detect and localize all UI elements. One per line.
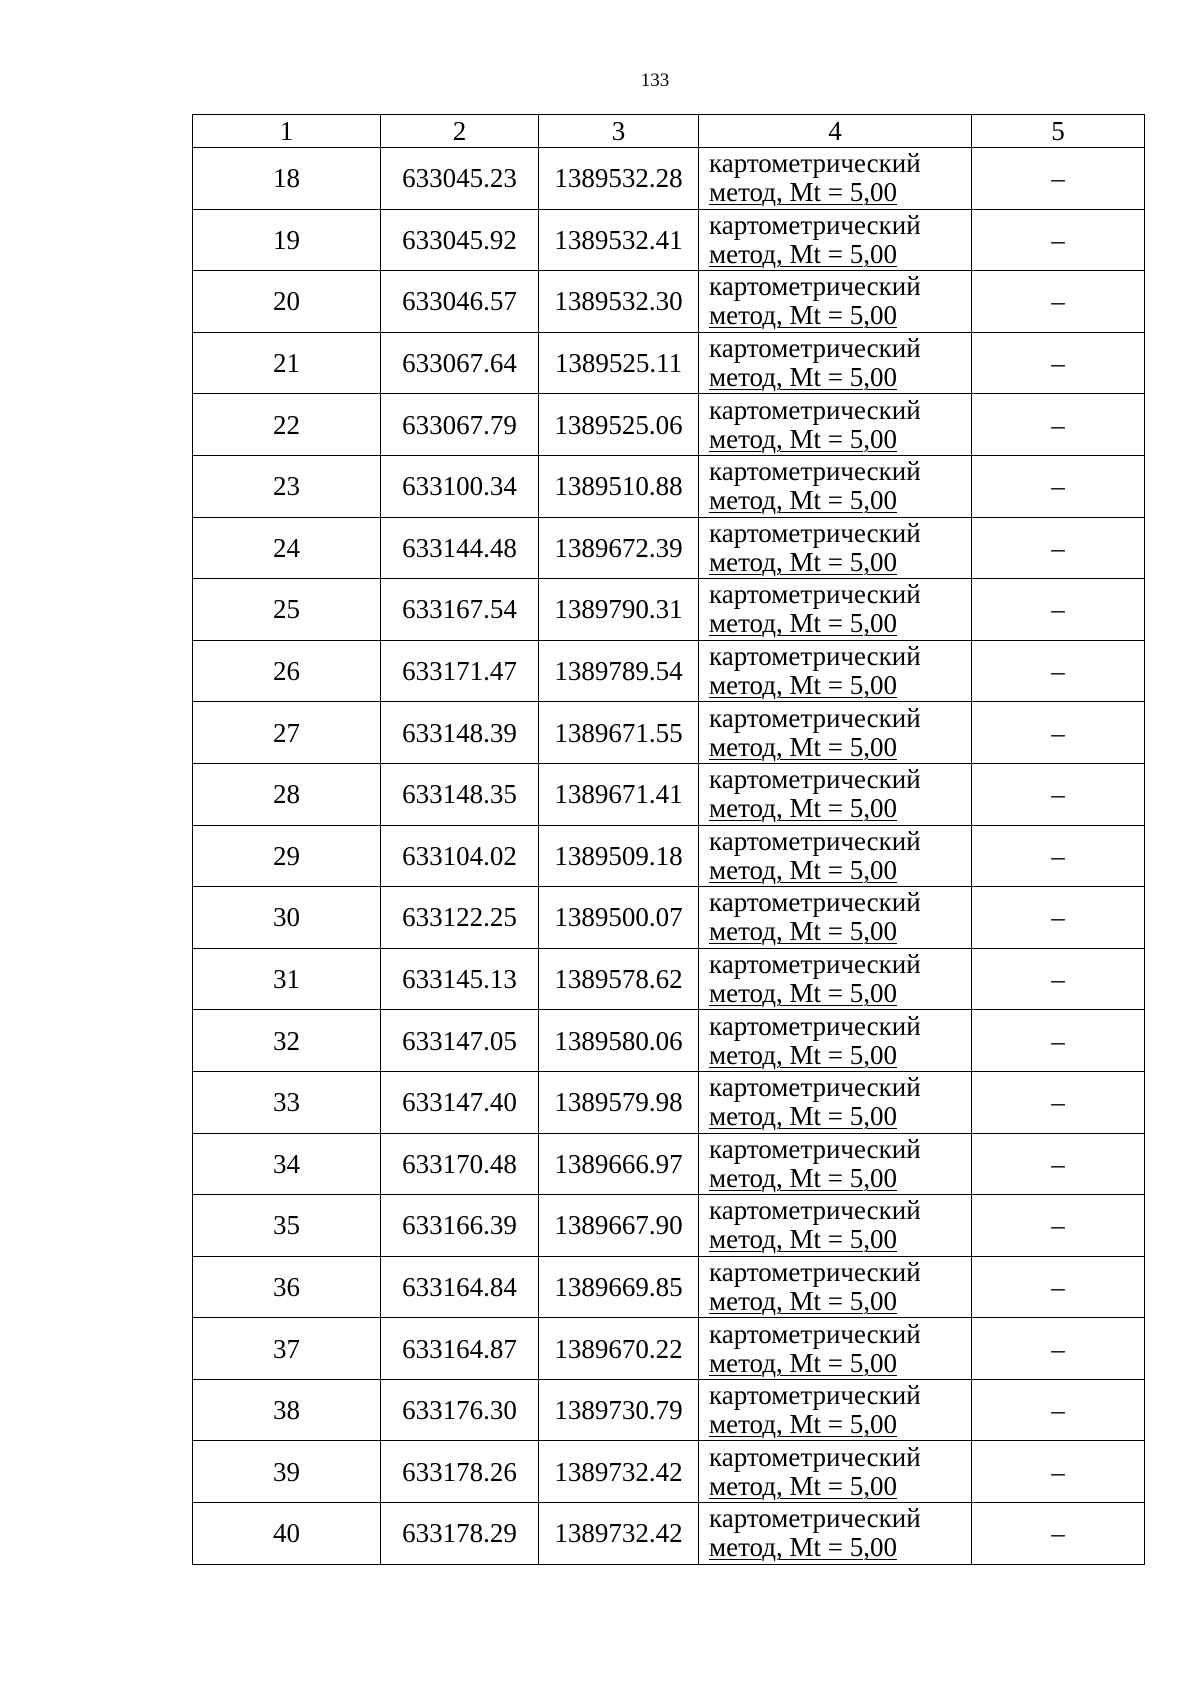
method-accuracy-text: метод, Mt = 5,00 (709, 854, 897, 885)
y-coordinate-cell: 1389667.90 (539, 1195, 699, 1257)
method-name-text: картометрический (709, 1195, 921, 1226)
method-cell (699, 1318, 972, 1380)
table-row (193, 209, 1145, 271)
y-coordinate-cell: 1389732.42 (539, 1441, 699, 1503)
description-cell: – (972, 763, 1145, 825)
method-cell (699, 148, 972, 210)
description-cell: – (972, 1071, 1145, 1133)
table-row (193, 148, 1145, 210)
description-cell: – (972, 640, 1145, 702)
y-coordinate-cell: 1389672.39 (539, 517, 699, 579)
method-name-text: картометрический (709, 1256, 921, 1287)
method-cell (699, 702, 972, 764)
method-cell (699, 825, 972, 887)
x-coordinate-cell: 633178.26 (381, 1441, 539, 1503)
method-accuracy-text: метод, Mt = 5,00 (709, 978, 897, 1009)
method-cell (699, 1010, 972, 1072)
description-cell: – (972, 1503, 1145, 1565)
point-number-cell: 21 (193, 332, 381, 394)
method-name-text: картометрический (709, 825, 921, 856)
point-number-cell: 18 (193, 148, 381, 210)
table-row (193, 1071, 1145, 1133)
method-cell (699, 455, 972, 517)
description-cell: – (972, 702, 1145, 764)
x-coordinate-cell: 633167.54 (381, 579, 539, 641)
y-coordinate-cell: 1389789.54 (539, 640, 699, 702)
x-coordinate-cell: 633144.48 (381, 517, 539, 579)
table-row (193, 517, 1145, 579)
table-row (193, 394, 1145, 456)
method-cell (699, 763, 972, 825)
method-name-text: картометрический (709, 271, 921, 302)
x-coordinate-cell: 633122.25 (381, 887, 539, 949)
method-cell (699, 209, 972, 271)
method-cell (699, 1133, 972, 1195)
y-coordinate-cell: 1389666.97 (539, 1133, 699, 1195)
method-cell (699, 517, 972, 579)
method-name-text: картометрический (709, 1010, 921, 1041)
column-header-5: 5 (972, 115, 1145, 148)
point-number-cell: 32 (193, 1010, 381, 1072)
table-row (193, 455, 1145, 517)
method-cell (699, 1195, 972, 1257)
table-row (193, 271, 1145, 333)
method-accuracy-text: метод, Mt = 5,00 (709, 1470, 897, 1501)
y-coordinate-cell: 1389525.11 (539, 332, 699, 394)
y-coordinate-cell: 1389580.06 (539, 1010, 699, 1072)
column-header-3: 3 (539, 115, 699, 148)
y-coordinate-cell: 1389671.55 (539, 702, 699, 764)
point-number-cell: 38 (193, 1379, 381, 1441)
method-cell (699, 1503, 972, 1565)
method-name-text: картометрический (709, 1072, 921, 1103)
point-number-cell: 29 (193, 825, 381, 887)
method-accuracy-text: метод, Mt = 5,00 (709, 1039, 897, 1070)
method-cell (699, 332, 972, 394)
method-name-text: картометрический (709, 1503, 921, 1534)
x-coordinate-cell: 633166.39 (381, 1195, 539, 1257)
x-coordinate-cell: 633171.47 (381, 640, 539, 702)
table-body (193, 148, 1145, 1565)
method-name-text: картометрический (709, 1441, 921, 1472)
x-coordinate-cell: 633147.05 (381, 1010, 539, 1072)
description-cell: – (972, 825, 1145, 887)
table-row (193, 1256, 1145, 1318)
y-coordinate-cell: 1389732.42 (539, 1503, 699, 1565)
description-cell: – (972, 394, 1145, 456)
description-cell: – (972, 517, 1145, 579)
method-accuracy-text: метод, Mt = 5,00 (709, 916, 897, 947)
table-row (193, 948, 1145, 1010)
method-cell (699, 394, 972, 456)
x-coordinate-cell: 633164.84 (381, 1256, 539, 1318)
x-coordinate-cell: 633045.92 (381, 209, 539, 271)
method-cell (699, 579, 972, 641)
point-number-cell: 40 (193, 1503, 381, 1565)
x-coordinate-cell: 633176.30 (381, 1379, 539, 1441)
table-row (193, 640, 1145, 702)
method-cell (699, 640, 972, 702)
method-accuracy-text: метод, Mt = 5,00 (709, 485, 897, 516)
method-accuracy-text: метод, Mt = 5,00 (709, 670, 897, 701)
method-accuracy-text: метод, Mt = 5,00 (709, 300, 897, 331)
method-cell (699, 1071, 972, 1133)
description-cell: – (972, 332, 1145, 394)
method-name-text: картометрический (709, 1380, 921, 1411)
y-coordinate-cell: 1389500.07 (539, 887, 699, 949)
description-cell: – (972, 1441, 1145, 1503)
table-row (193, 825, 1145, 887)
method-accuracy-text: метод, Mt = 5,00 (709, 793, 897, 824)
method-name-text: картометрический (709, 949, 921, 980)
method-accuracy-text: метод, Mt = 5,00 (709, 238, 897, 269)
table-row (193, 332, 1145, 394)
description-cell: – (972, 948, 1145, 1010)
point-number-cell: 24 (193, 517, 381, 579)
description-cell: – (972, 148, 1145, 210)
table-row (193, 1503, 1145, 1565)
y-coordinate-cell: 1389578.62 (539, 948, 699, 1010)
y-coordinate-cell: 1389669.85 (539, 1256, 699, 1318)
point-number-cell: 26 (193, 640, 381, 702)
method-accuracy-text: метод, Mt = 5,00 (709, 1347, 897, 1378)
method-name-text: картометрический (709, 579, 921, 610)
y-coordinate-cell: 1389579.98 (539, 1071, 699, 1133)
x-coordinate-cell: 633100.34 (381, 455, 539, 517)
y-coordinate-cell: 1389671.41 (539, 763, 699, 825)
point-number-cell: 19 (193, 209, 381, 271)
table-row (193, 1010, 1145, 1072)
description-cell: – (972, 1195, 1145, 1257)
method-name-text: картометрический (709, 1133, 921, 1164)
method-accuracy-text: метод, Mt = 5,00 (709, 731, 897, 762)
x-coordinate-cell: 633104.02 (381, 825, 539, 887)
table-row (193, 1379, 1145, 1441)
y-coordinate-cell: 1389532.28 (539, 148, 699, 210)
method-accuracy-text: метод, Mt = 5,00 (709, 546, 897, 577)
page-number: 133 (640, 70, 670, 91)
method-accuracy-text: метод, Mt = 5,00 (709, 608, 897, 639)
method-accuracy-text: метод, Mt = 5,00 (709, 177, 897, 208)
point-number-cell: 27 (193, 702, 381, 764)
point-number-cell: 31 (193, 948, 381, 1010)
method-accuracy-text: метод, Mt = 5,00 (709, 1101, 897, 1132)
table-row (193, 1318, 1145, 1380)
point-number-cell: 35 (193, 1195, 381, 1257)
point-number-cell: 36 (193, 1256, 381, 1318)
point-number-cell: 28 (193, 763, 381, 825)
method-cell (699, 948, 972, 1010)
method-accuracy-text: метод, Mt = 5,00 (709, 1285, 897, 1316)
description-cell: – (972, 271, 1145, 333)
description-cell: – (972, 1379, 1145, 1441)
column-header-4: 4 (699, 115, 972, 148)
x-coordinate-cell: 633178.29 (381, 1503, 539, 1565)
point-number-cell: 20 (193, 271, 381, 333)
description-cell: – (972, 1010, 1145, 1072)
method-name-text: картометрический (709, 1318, 921, 1349)
x-coordinate-cell: 633170.48 (381, 1133, 539, 1195)
x-coordinate-cell: 633147.40 (381, 1071, 539, 1133)
point-number-cell: 33 (193, 1071, 381, 1133)
x-coordinate-cell: 633145.13 (381, 948, 539, 1010)
x-coordinate-cell: 633067.79 (381, 394, 539, 456)
column-header-2: 2 (381, 115, 539, 148)
method-accuracy-text: метод, Mt = 5,00 (709, 1532, 897, 1563)
table-row (193, 763, 1145, 825)
coordinates-table (192, 114, 1145, 1565)
method-name-text: картометрический (709, 209, 921, 240)
method-name-text: картометрический (709, 641, 921, 672)
table-row (193, 702, 1145, 764)
x-coordinate-cell: 633046.57 (381, 271, 539, 333)
method-cell (699, 271, 972, 333)
method-accuracy-text: метод, Mt = 5,00 (709, 423, 897, 454)
point-number-cell: 30 (193, 887, 381, 949)
description-cell: – (972, 1133, 1145, 1195)
method-name-text: картометрический (709, 456, 921, 487)
description-cell: – (972, 209, 1145, 271)
method-name-text: картометрический (709, 887, 921, 918)
method-name-text: картометрический (709, 333, 921, 364)
description-cell: – (972, 455, 1145, 517)
table-row (193, 887, 1145, 949)
y-coordinate-cell: 1389510.88 (539, 455, 699, 517)
description-cell: – (972, 1256, 1145, 1318)
point-number-cell: 23 (193, 455, 381, 517)
y-coordinate-cell: 1389525.06 (539, 394, 699, 456)
table-header-row (193, 115, 1145, 148)
point-number-cell: 25 (193, 579, 381, 641)
x-coordinate-cell: 633045.23 (381, 148, 539, 210)
method-name-text: картометрический (709, 764, 921, 795)
y-coordinate-cell: 1389790.31 (539, 579, 699, 641)
point-number-cell: 34 (193, 1133, 381, 1195)
description-cell: – (972, 887, 1145, 949)
method-cell (699, 887, 972, 949)
method-name-text: картометрический (709, 702, 921, 733)
description-cell: – (972, 579, 1145, 641)
method-name-text: картометрический (709, 394, 921, 425)
table-row (193, 579, 1145, 641)
method-accuracy-text: метод, Mt = 5,00 (709, 1224, 897, 1255)
x-coordinate-cell: 633148.39 (381, 702, 539, 764)
table-row (193, 1195, 1145, 1257)
y-coordinate-cell: 1389670.22 (539, 1318, 699, 1380)
method-cell (699, 1441, 972, 1503)
method-name-text: картометрический (709, 148, 921, 179)
method-name-text: картометрический (709, 517, 921, 548)
description-cell: – (972, 1318, 1145, 1380)
method-accuracy-text: метод, Mt = 5,00 (709, 362, 897, 393)
table-row (193, 1133, 1145, 1195)
table-row (193, 1441, 1145, 1503)
y-coordinate-cell: 1389509.18 (539, 825, 699, 887)
y-coordinate-cell: 1389730.79 (539, 1379, 699, 1441)
method-cell (699, 1379, 972, 1441)
x-coordinate-cell: 633148.35 (381, 763, 539, 825)
method-accuracy-text: метод, Mt = 5,00 (709, 1162, 897, 1193)
x-coordinate-cell: 633164.87 (381, 1318, 539, 1380)
column-header-1: 1 (193, 115, 381, 148)
point-number-cell: 22 (193, 394, 381, 456)
point-number-cell: 37 (193, 1318, 381, 1380)
point-number-cell: 39 (193, 1441, 381, 1503)
method-cell (699, 1256, 972, 1318)
y-coordinate-cell: 1389532.30 (539, 271, 699, 333)
method-accuracy-text: метод, Mt = 5,00 (709, 1409, 897, 1440)
x-coordinate-cell: 633067.64 (381, 332, 539, 394)
y-coordinate-cell: 1389532.41 (539, 209, 699, 271)
